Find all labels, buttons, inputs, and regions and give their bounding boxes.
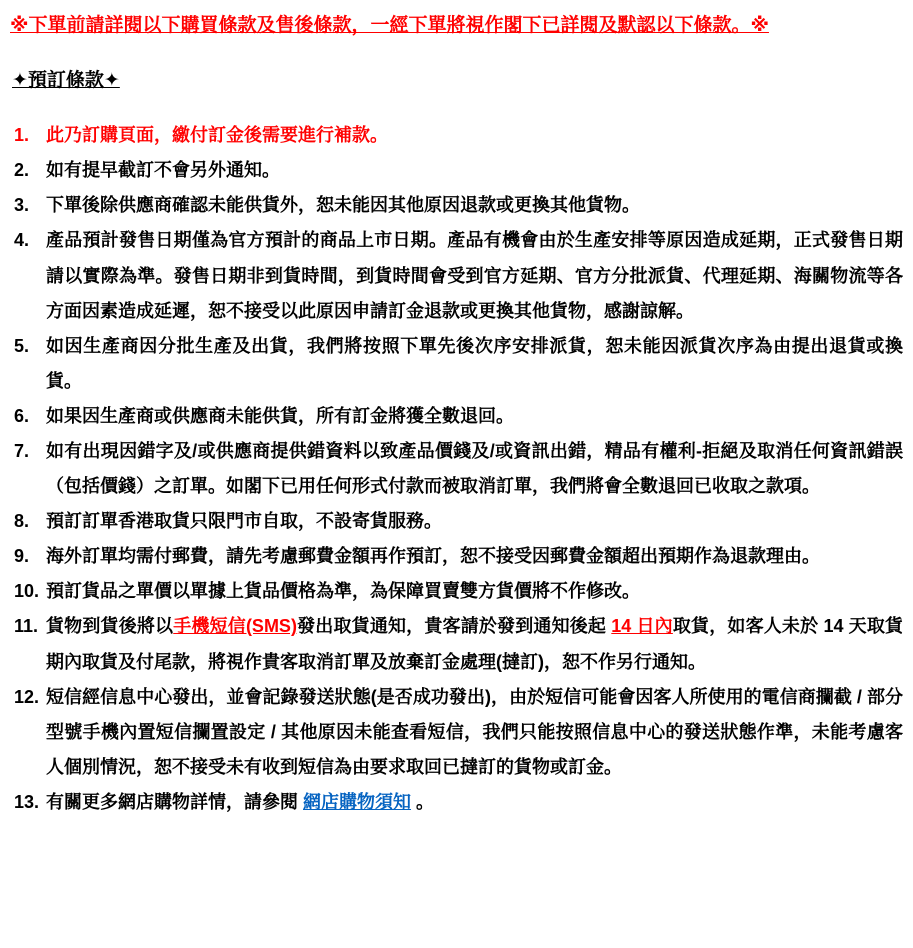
term-text: 海外訂單均需付郵費，請先考慮郵費金額再作預訂，恕不接受因郵費金額超出預期作為退款理由。 bbox=[46, 546, 820, 567]
term-item bbox=[10, 153, 903, 188]
preorder-terms-heading: ✦預訂條款✦ bbox=[12, 69, 120, 91]
term-item bbox=[10, 399, 903, 434]
term-number: 5. bbox=[14, 335, 30, 356]
term-text: 發出取貨通知，貴客請於發到通知後起 bbox=[296, 616, 612, 637]
term-number: 1. bbox=[14, 125, 30, 146]
term-number: 4. bbox=[14, 230, 30, 251]
term-item bbox=[10, 434, 903, 504]
term-text: 有關更多網店購物詳情，請參閱 bbox=[46, 791, 303, 812]
term-text: 如因生產商因分批生產及出貨，我們將按照下單先後次序安排派貨，恕未能因派貨次序為由提出退貨或換貨。 bbox=[46, 335, 903, 391]
term-number: 7. bbox=[14, 440, 30, 461]
term-number: 13. bbox=[14, 791, 40, 812]
term-text: 。 bbox=[411, 791, 435, 812]
term-text: 貨物到貨後將以 bbox=[46, 616, 174, 637]
term-item bbox=[10, 785, 903, 820]
term-item bbox=[10, 609, 903, 679]
term-item bbox=[10, 539, 903, 574]
term-text: 如有提早截訂不會另外通知。 bbox=[46, 160, 280, 181]
term-item bbox=[10, 188, 903, 223]
term-text: 短信經信息中心發出，並會記錄發送狀態(是否成功發出)，由於短信可能會因客人所使用的電信商攔截 / 部分型號手機內置短信攔置設定 / 其他原因未能查看短信，我們只能按照信息中心的發送狀態作準，未能考慮客人個別情況，恕不接受未有收到短信為由要求取回已撻訂的貨物或訂金。 bbox=[46, 686, 903, 777]
term-item bbox=[10, 574, 903, 609]
term-number: 2. bbox=[14, 160, 30, 181]
term-number: 3. bbox=[14, 195, 30, 216]
term-number: 8. bbox=[14, 511, 30, 532]
term-text: 如有出現因錯字及/或供應商提供錯資料以致產品價錢及/或資訊出錯，精品有權利-拒絕及取消任何資訊錯誤（包括價錢）之訂單。如閣下已用任何形式付款而被取消訂單，我們將會全數退回已收取之款項。 bbox=[46, 440, 903, 497]
term-number: 11. bbox=[14, 616, 39, 637]
highlighted-text: 14 日內 bbox=[611, 616, 673, 637]
term-item bbox=[10, 680, 903, 785]
term-text: 預訂貨品之單價以單據上貨品價格為準，為保障買賣雙方貨價將不作修改。 bbox=[46, 581, 640, 602]
highlighted-text: 手機短信(SMS) bbox=[173, 616, 297, 637]
term-number: 10. bbox=[14, 581, 40, 602]
term-number: 6. bbox=[14, 405, 30, 426]
terms-notice-title: ※下單前請詳閱以下購買條款及售後條款，一經下單將視作閣下已詳閱及默認以下條款。※ bbox=[10, 15, 769, 36]
term-number: 12. bbox=[14, 686, 40, 707]
term-item bbox=[10, 118, 903, 153]
term-text: 下單後除供應商確認未能供貨外，恕未能因其他原因退款或更換其他貨物。 bbox=[46, 195, 640, 216]
term-text: 取貨，如客人未於 14 天取貨期內取貨及付尾款，將視作貴客取消訂單及放棄訂金處理(撻訂)，恕不作另行通知。 bbox=[46, 616, 903, 672]
term-number: 9. bbox=[14, 546, 30, 567]
term-item bbox=[10, 329, 903, 399]
term-text: 產品預計發售日期僅為官方預計的商品上市日期。產品有機會由於生產安排等原因造成延期，正式發售日期請以實際為準。發售日期非到貨時間，到貨時間會受到官方延期、官方分批派貨、代理延期、海關物流等各方面因素造成延遲，恕不接受以此原因申請訂金退款或更換其他貨物，感謝諒解。 bbox=[46, 230, 903, 321]
terms-list bbox=[10, 118, 903, 820]
shop-guide-link[interactable]: 網店購物須知 bbox=[303, 791, 411, 812]
term-text: 預訂訂單香港取貨只限門市自取，不設寄貨服務。 bbox=[46, 511, 442, 532]
term-item bbox=[10, 504, 903, 539]
term-text: 此乃訂購頁面，繳付訂金後需要進行補款。 bbox=[46, 125, 388, 146]
term-text: 如果因生產商或供應商未能供貨，所有訂金將獲全數退回。 bbox=[46, 405, 514, 426]
term-item bbox=[10, 223, 903, 328]
